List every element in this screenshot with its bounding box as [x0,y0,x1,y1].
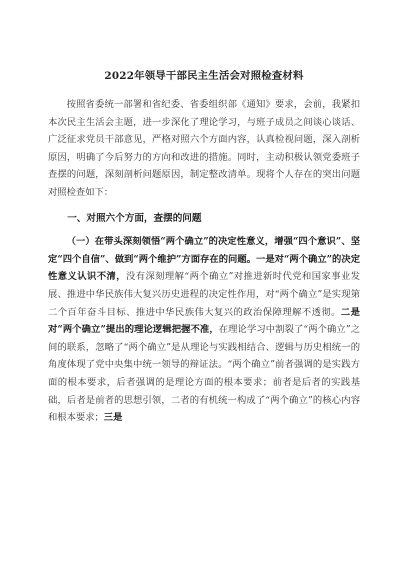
point-two-text: 在理论学习中割裂了“两个确立”之间的联系，忽略了“两个确立”是从理论与实践相结合、逻辑与历史相统一的角度体现了党中央集中统一领导的辩证法。“两个确立”前者强调的是实践方面的根本要求，后者强调的是理论方面的根本要求；前者是后者的实践基础，后者是前者的思想引领，二者的有机统一构成了“两个确立”的核心内容和根本要求； [48,324,360,424]
intro-paragraph: 按照省委统一部署和省纪委、省委组织部《通知》要求，会前，我紧扣本次民主生活会主题，进一步深化了理论学习，与班子成员之间谈心谈话、广泛征求党员干部意见，严格对照六个方面内容，认真检视问题，深入剖析原因，明确了今后努力的方向和改进的措施。同时，主动积极认领党委班子查摆的问题，深刻剖析问题原因，制定整改清单。现将个人存在的突出问题对照检查如下： [48,99,360,198]
point-three-label: 三是 [103,412,123,424]
point-one-label: 一是对“两个确立”的决定性意义认识不清， [48,253,360,283]
section-heading: 一、对照六个方面，查摆的问题 [67,212,202,224]
document-title: 2022年领导干部民主生活会对照检查材料 [104,70,304,82]
body-paragraph [48,233,360,427]
sub-heading: （一）在带头深刻领悟“两个确立”的决定性意义，增强“四个意识”、坚定“四个自信”、做到“两个维护”方面存在的问题。 [48,236,360,265]
point-one-text: 没有深刻理解“两个确立”对推进新时代党和国家事业发展、推进中华民族伟大复兴历史进程的决定性作用，对“两个确立”是实现第二个百年奋斗目标、推进中华民族伟大复兴的政治保障理解不透彻。 [48,271,360,318]
point-two-label: 二是对“两个确立”提出的理论逻辑把握不准， [48,306,360,336]
